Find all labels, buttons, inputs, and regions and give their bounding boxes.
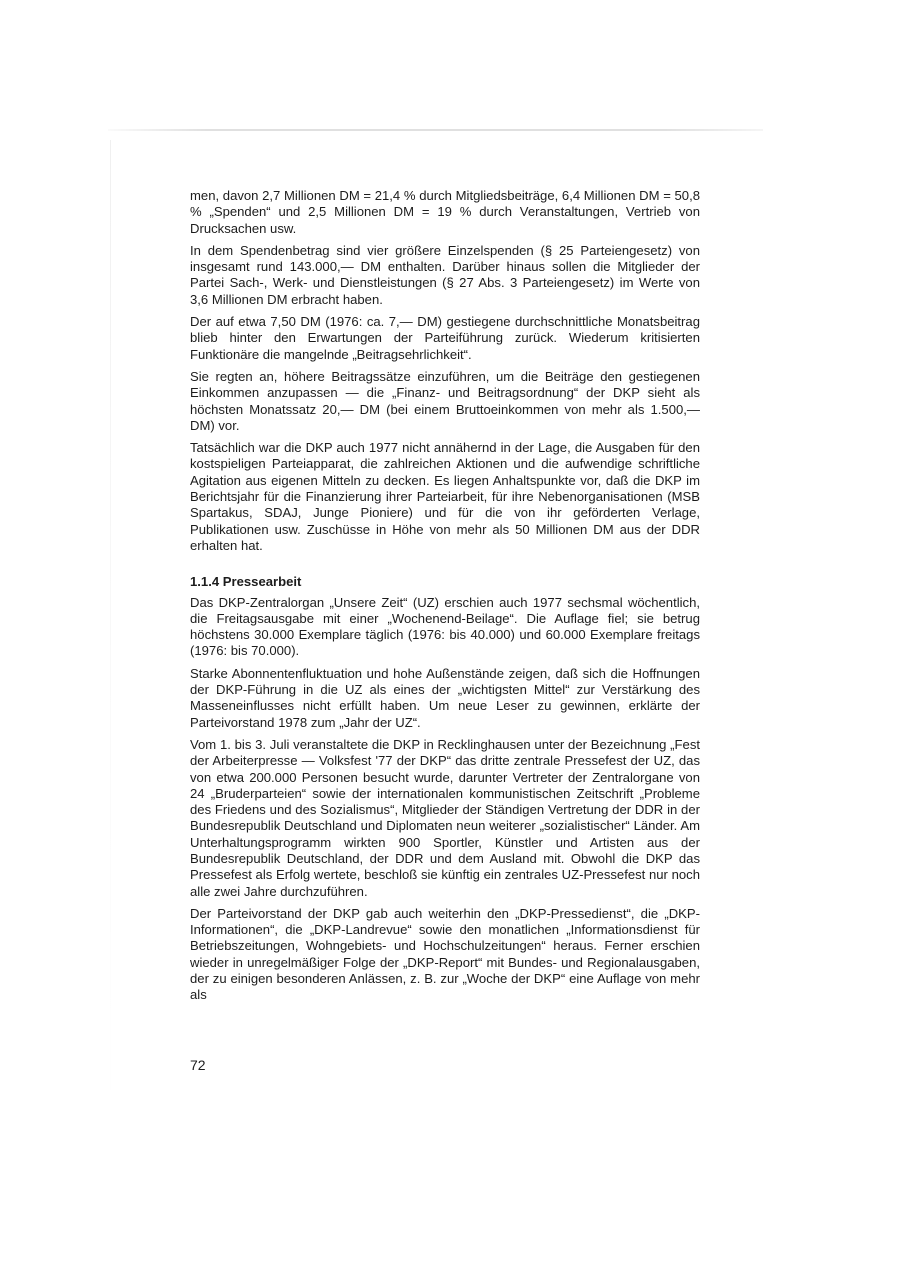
paragraph-monthly-dues: Der auf etwa 7,50 DM (1976: ca. 7,— DM) gestiegene durchschnittliche Monatsbeitrag blieb hinter den Erwartungen der Parteiführung zurück. Wiederum kritisierten Funktionäre die mangelnde „Beitragsehrlichkeit“. (190, 314, 700, 362)
scan-left-edge (110, 140, 111, 1130)
section-title: Pressearbeit (222, 574, 302, 590)
section-number: 1.1.4 (190, 574, 220, 590)
page-body (190, 188, 700, 1010)
paragraph-party-publications: Der Parteivorstand der DKP gab auch weiterhin den „DKP-Pressedienst“, die „DKP-Informationen“, die „DKP-Landrevue“ sowie den monatlichen „Informationsdienst für Betriebszeitungen, Wohngebiets- und Hochschulzeitungen“ heraus. Ferner erschien wieder in unregelmäßiger Folge der „DKP-Report“ mit Bundes- und Regionalausgaben, der zu einigen besonderen Anlässen, z. B. zur „Woche der DKP“ eine Auflage von mehr als (190, 905, 700, 1003)
paragraph-financing-breakdown: men, davon 2,7 Millionen DM = 21,4 % durch Mitgliedsbeiträge, 6,4 Millionen DM = 50,8 % „Spenden“ und 2,5 Millionen DM = 19 % durch Veranstaltungen, Vertrieb von Drucksachen usw. (190, 188, 700, 236)
paragraph-gdr-subsidies: Tatsächlich war die DKP auch 1977 nicht annähernd in der Lage, die Ausgaben für den kostspieligen Parteiapparat, die zahlreichen Aktionen und die aufwendige schriftliche Agitation aus eigenen Mitteln zu decken. Es liegen Anhaltspunkte vor, daß die DKP im Berichtsjahr für die Finanzierung ihrer Parteiarbeit, für ihre Nebenorganisationen (MSB Spartakus, SDAJ, Junge Pioniere) und für die von ihr geförderten Verlage, Publikationen usw. Zuschüsse in Höhe von mehr als 50 Millionen DM aus der DDR erhalten hat. (190, 440, 700, 553)
paragraph-subscriber-fluctuation: Starke Abonnentenfluktuation und hohe Außenstände zeigen, daß sich die Hoffnungen der DKP-Führung in die UZ als eines der „wichtigsten Mittel“ zur Verstärkung des Masseneinflusses nicht erfüllt haben. Um neue Leser zu gewinnen, erklärte der Parteivorstand 1978 zum „Jahr der UZ“. (190, 665, 700, 730)
paragraph-press-festival: Vom 1. bis 3. Juli veranstaltete die DKP in Recklinghausen unter der Bezeichnung „Fest der Arbeiterpresse — Volksfest '77 der DKP“ das dritte zentrale Pressefest der UZ, das von etwa 200.000 Personen besucht wurde, darunter Vertreter der Zentralorgane von 24 „Bruderparteien“ sowie der internationalen kommunistischen Zeitschrift „Probleme des Friedens und des Sozialismus“, Mitglieder der Ständigen Vertretung der DDR in der Bundesrepublik Deutschland und Diplomaten neun weiterer „sozialistischer“ Länder. Am Unterhaltungsprogramm wirkten 900 Sportler, Künstler und Artisten aus der Bundesrepublik Deutschland, der DDR und dem Ausland mit. Obwohl die DKP das Pressefest als Erfolg wertete, beschloß sie künftig ein zentrales UZ-Pressefest nur noch alle zwei Jahre durchzuführen. (190, 736, 700, 899)
scan-top-edge (108, 129, 763, 131)
page-number: 72 (190, 1057, 206, 1073)
paragraph-dues-increase: Sie regten an, höhere Beitragssätze einzuführen, um die Beiträge den gestiegenen Einkommen anzupassen — die „Finanz- und Beitragsordnung“ der DKP sieht als höchsten Monatssatz 20,— DM (bei einem Bruttoeinkommen von mehr als 1.500,— DM) vor. (190, 368, 700, 433)
paragraph-central-organ: Das DKP-Zentralorgan „Unsere Zeit“ (UZ) erschien auch 1977 sechsmal wöchentlich, die Freitagsausgabe mit einer „Wochenend-Beilage“. Die Auflage fiel; sie betrug höchstens 30.000 Exemplare täglich (1976: bis 40.000) und 60.000 Exemplare freitags (1976: bis 70.000). (190, 594, 700, 659)
paragraph-donations: In dem Spendenbetrag sind vier größere Einzelspenden (§ 25 Parteiengesetz) von insgesamt rund 143.000,— DM enthalten. Darüber hinaus sollen die Mitglieder der Partei Sach-, Werk- und Dienstleistungen (§ 27 Abs. 3 Parteiengesetz) im Werte von 3,6 Millionen DM erbracht haben. (190, 242, 700, 307)
section-heading (190, 574, 700, 590)
